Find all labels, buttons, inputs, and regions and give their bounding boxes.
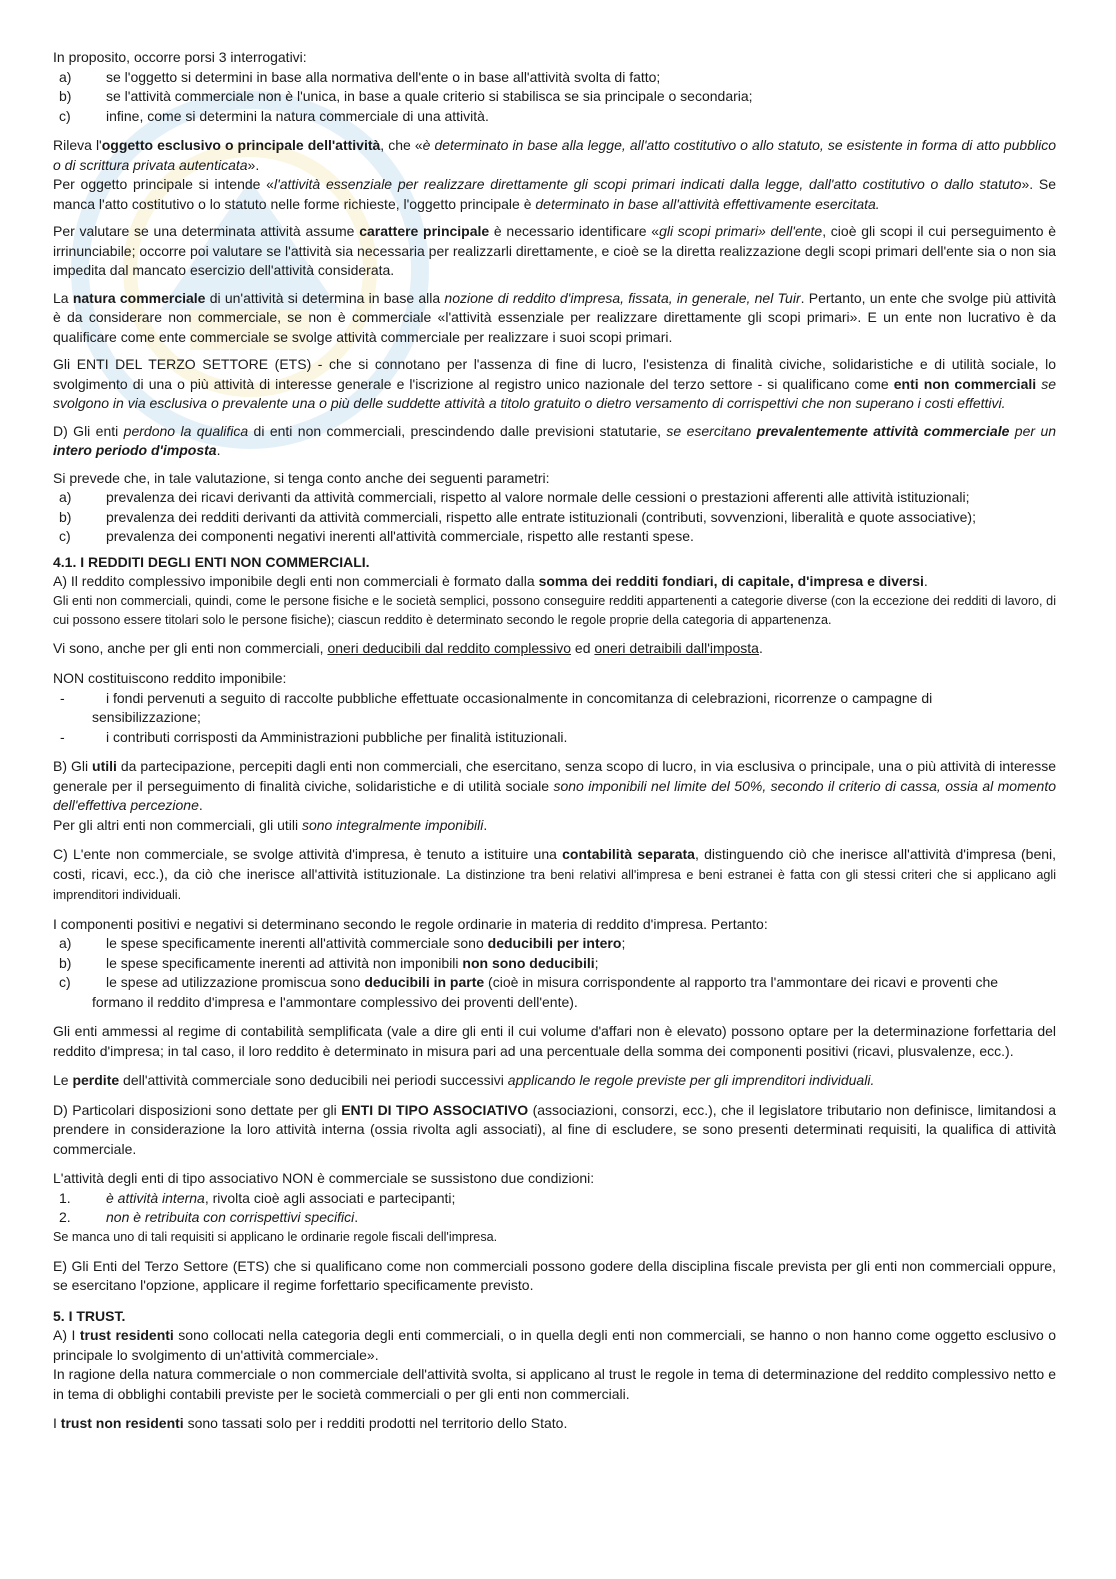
paragraph-non-imponibile: NON costituiscono reddito imponibile: — [53, 670, 287, 686]
paragraph-trust3: I trust non residenti sono tassati solo per i redditi prodotti nel territorio dello Stato. — [53, 1415, 568, 1431]
list-item: 1. è attività interna, rivolta cioè agli associati e partecipanti; — [59, 1189, 456, 1206]
componenti-list — [53, 934, 1056, 1012]
paragraph-oggetto: Rileva l'oggetto esclusivo o principale dell'attività, che «è determinato in base alla legge, all'atto costitutivo o allo statuto, se esistente in forma di atto pubblico o di scrittura privata autenticata». — [53, 137, 1056, 173]
condizioni-list — [53, 1189, 1056, 1228]
list-item: b) prevalenza dei redditi derivanti da attività commerciali, rispetto alle entrate istituzionali (contributi, sovvenzioni, liberalità e quote associative); — [59, 508, 976, 525]
document-page — [53, 48, 1056, 1434]
non-imponibile-list — [53, 689, 1056, 748]
list-item: b) le spese specificamente inerenti ad attività non imponibili non sono deducibili; — [59, 954, 599, 971]
list-item: a) le spese specificamente inerenti all'attività commerciale sono deducibili per intero; — [59, 935, 626, 951]
params-list — [53, 488, 1056, 547]
list-item: 2. non è retribuita con corrispettivi specifici. — [59, 1209, 359, 1225]
list-item: a) prevalenza dei ricavi derivanti da attività commerciali, rispetto al valore normale delle cessioni o prestazioni afferenti alle attività istituzionali; — [59, 489, 970, 505]
list-item: a) se l'oggetto si determini in base alla normativa dell'ente o in base all'attività svolta di fatto; — [59, 68, 661, 85]
paragraph-ets: Gli ENTI DEL TERZO SETTORE (ETS) - che si connotano per l'assenza di fine di lucro, l'esistenza di finalità civiche, solidaristiche e di utilità sociale, lo svolgimento di una o più attività di interesse generale e l'iscrizione al registro unico nazionale del terzo settore - si qualificano come enti non commerciali se svolgono in via esclusiva o prevalente una o più delle suddette attività a titolo gratuito o dietro versamento di corrispettivi che non superano i costi effettivi. — [53, 356, 1056, 411]
section-heading-4-1: 4.1. I REDDITI DEGLI ENTI NON COMMERCIALI. — [53, 553, 370, 570]
questions-list — [53, 68, 1056, 127]
paragraph-b: B) Gli utili da partecipazione, percepiti dagli enti non commerciali, che esercitano, senza scopo di lucro, in via esclusiva o principale, una o più attività di interesse generale per il perseguimento di finalità civiche, solidaristiche e di utilità sociale sono imponibili nel limite del 50%, secondo il criterio di cassa, ossia al momento dell'effettiva percezione. — [53, 758, 1057, 813]
paragraph-associativo-note: Se manca uno di tali requisiti si applicano le ordinarie regole fiscali dell'impresa. — [53, 1229, 498, 1244]
list-item: b) se l'attività commerciale non è l'unica, in base a quale criterio si stabilisca se sia principale o secondaria; — [59, 88, 753, 104]
list-item: - i contributi corrisposti da Amministrazioni pubbliche per finalità istituzionali. — [60, 728, 568, 745]
paragraph-d2: D) Particolari disposizioni sono dettate per gli ENTI DI TIPO ASSOCIATIVO (associazioni, consorzi, ecc.), che il legislatore tributario non definisce, limitandosi a prendere in considerazione la loro attività interna (ossia rivolta agli associati), al fine di escludere, se sono presenti determinati requisiti, la qualifica di attività commerciale. — [53, 1101, 1057, 1157]
paragraph-e: E) Gli Enti del Terzo Settore (ETS) che si qualificano come non commerciali possono godere della disciplina fiscale prevista per gli enti non commerciali oppure, se esercitano l'opzione, applicare il regime forfettario specificamente previsto. — [53, 1257, 1056, 1293]
paragraph-parametri: Si prevede che, in tale valutazione, si tenga conto anche dei seguenti parametri: — [53, 469, 550, 486]
paragraph-a41: A) Il reddito complessivo imponibile degli enti non commerciali è formato dalla somma dei redditi fondiari, di capitale, d'impresa e diversi. — [53, 573, 928, 589]
paragraph-trust2: In ragione della natura commerciale o non commerciale dell'attività svolta, si applicano al trust le regole in tema di determinazione del reddito complessivo netto e in tema di obblighi contabili previste per le società commerciali o per gli enti non commerciali. — [53, 1366, 1056, 1402]
paragraph-associativo: L'attività degli enti di tipo associativo NON è commerciale se sussistono due condizioni: — [53, 1170, 595, 1186]
paragraph-c: C) L'ente non commerciale, se svolge attività d'impresa, è tenuto a istituire una contabilità separata, distinguendo ciò che inerisce all'attività d'impresa (beni, costi, ricavi, ecc.), da ciò che inerisce all'attività istituzionale. La distinzione tra beni relativi all'impresa e beni estranei è fatta con gli stessi criteri che si applicano agli imprenditori individuali. — [53, 846, 1057, 902]
paragraph-oneri: Vi sono, anche per gli enti non commerciali, oneri deducibili dal reddito complessivo ed oneri detraibili dall'imposta. — [53, 639, 763, 656]
paragraph-d: D) Gli enti perdono la qualifica di enti non commerciali, prescindendo dalle previsioni statutarie, se esercitano prevalentemente attività commerciale per un intero periodo d'imposta. — [53, 422, 1057, 458]
paragraph-a41-note: Gli enti non commerciali, quindi, come le persone fisiche e le società semplici, possono conseguire redditi appartenenti a categorie diverse (con la eccezione dei redditi di lavoro, di cui possono essere titolari solo le persone fisiche); ciascun reddito è determinato secondo le regole proprie della categoria di appartenenza. — [53, 593, 1056, 627]
intro-text: In proposito, occorre porsi 3 interrogativi: — [53, 49, 307, 65]
paragraph-semplificata: Gli enti ammessi al regime di contabilità semplificata (vale a dire gli enti il cui volume d'affari non è elevato) possono optare per la determinazione forfettaria del reddito d'impresa; in tal caso, il loro reddito è determinato in misura pari ad una percentuale della somma dei componenti positivi (ricavi, plusvalenze, ecc.). — [53, 1023, 1056, 1059]
paragraph-perdite: Le perdite dell'attività commerciale sono deducibili nei periodi successivi applicando le regole previste per gli imprenditori individuali. — [53, 1072, 875, 1088]
paragraph-componenti: I componenti positivi e negativi si determinano secondo le regole ordinarie in materia di reddito d'impresa. Pertanto: — [53, 915, 768, 932]
paragraph-trust: A) I trust residenti sono collocati nella categoria degli enti commerciali, o in quella degli enti non commerciali, se hanno o non hanno come oggetto esclusivo o principale lo svolgimento di un'attività commerciale». — [53, 1327, 1056, 1363]
paragraph-principale: Per oggetto principale si intende «l'attività essenziale per realizzare direttamente gli scopi primari indicati dalla legge, dall'atto costitutivo o dallo statuto». Se manca l'atto costitutivo o lo statuto nelle forme richieste, l'oggetto principale è determinato in base all'attività effettivamente esercitata. — [53, 176, 1056, 212]
paragraph-natura: La natura commerciale di un'attività si determina in base alla nozione di reddito d'impresa, fissata, in generale, nel Tuir. Pertanto, un ente che svolge più attività è da considerare non commerciale, se non è commerciale «l'attività essenziale per realizzare direttamente gli scopi primari». E un ente non lucrativo è da qualificare come ente commerciale se svolge attività commerciale per realizzare i suoi scopi primari. — [53, 289, 1057, 345]
list-item: c) infine, come si determini la natura commerciale di una attività. — [59, 107, 489, 124]
list-item: c) le spese ad utilizzazione promiscua sono deducibili in parte (cioè in misura corrispondente al rapporto tra l'ammontare dei ricavi e proventi che formano il reddito d'impresa e l'ammontare complessivo dei proventi dell'ente). — [59, 974, 999, 1010]
list-item: - i fondi pervenuti a seguito di raccolte pubbliche effettuate occasionalmente in concomitanza di celebrazioni, ricorrenze o campagne di sensibilizzazione; — [60, 689, 933, 725]
paragraph-b2: Per gli altri enti non commerciali, gli utili sono integralmente imponibili. — [53, 816, 488, 833]
paragraph-carattere: Per valutare se una determinata attività assume carattere principale è necessario identificare «gli scopi primari» dell'ente, cioè gli scopi il cui perseguimento è irrinunciabile; occorre poi valutare se l'attività sia necessaria per realizzarli direttamente, e cioè se la diretta realizzazione degli scopi primari dell'ente sia o non sia impedita dal mancato esercizio dell'attività considerata. — [53, 223, 1056, 278]
list-item: c) prevalenza dei componenti negativi inerenti all'attività commerciale, rispetto alle restanti spese. — [59, 528, 694, 544]
section-heading-5: 5. I TRUST. — [53, 1307, 126, 1324]
